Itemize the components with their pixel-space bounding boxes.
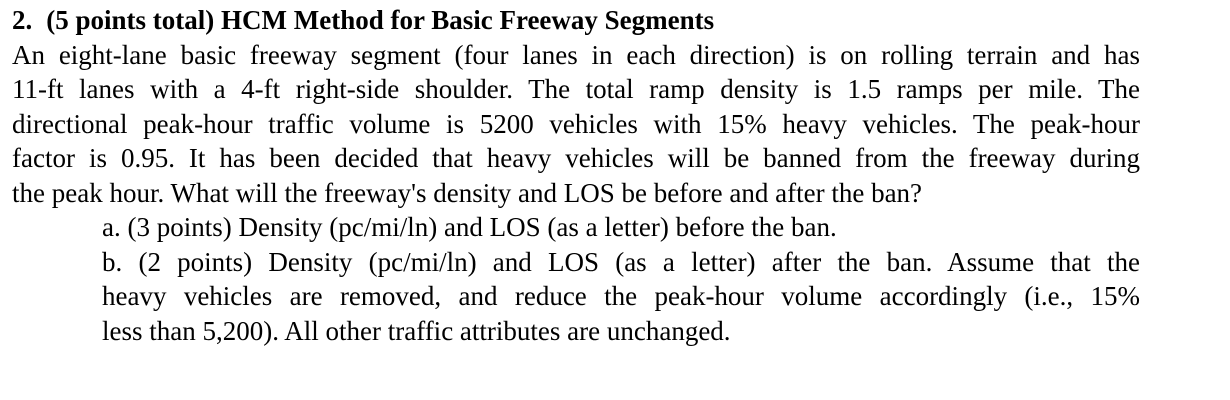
statement-line: 11-ft lanes with a 4-ft right-side shoulder. The total ramp density is 1.5 ramps per mile. The	[12, 74, 1140, 104]
problem-heading	[12, 3, 1212, 38]
problem-statement	[12, 38, 1140, 211]
statement-line: An eight-lane basic freeway segment (four lanes in each direction) is on rolling terrain and has	[12, 39, 1140, 70]
problem-parts	[102, 210, 1140, 348]
problem-number: 2.	[12, 5, 33, 35]
part-b-line: b. (2 points) Density (pc/mi/ln) and LOS (as a letter) after the ban. Assume that the	[102, 246, 1140, 277]
problem-title: (5 points total) HCM Method for Basic Freeway Segments	[46, 5, 715, 35]
part-b-line: less than 5,200). All other traffic attributes are unchanged.	[102, 315, 731, 346]
problem-2	[12, 3, 1212, 348]
statement-line: factor is 0.95. It has been decided that heavy vehicles will be banned from the freeway during	[12, 143, 1140, 173]
part-a: a. (3 points) Density (pc/mi/ln) and LOS (as a letter) before the ban.	[102, 212, 837, 242]
part-b-line: heavy vehicles are removed, and reduce the peak-hour volume accordingly (i.e., 15%	[102, 281, 1140, 311]
statement-line: directional peak-hour traffic volume is 5200 vehicles with 15% heavy vehicles. The peak-hour	[12, 108, 1140, 139]
statement-line: the peak hour. What will the freeway's density and LOS be before and after the ban?	[12, 177, 923, 208]
